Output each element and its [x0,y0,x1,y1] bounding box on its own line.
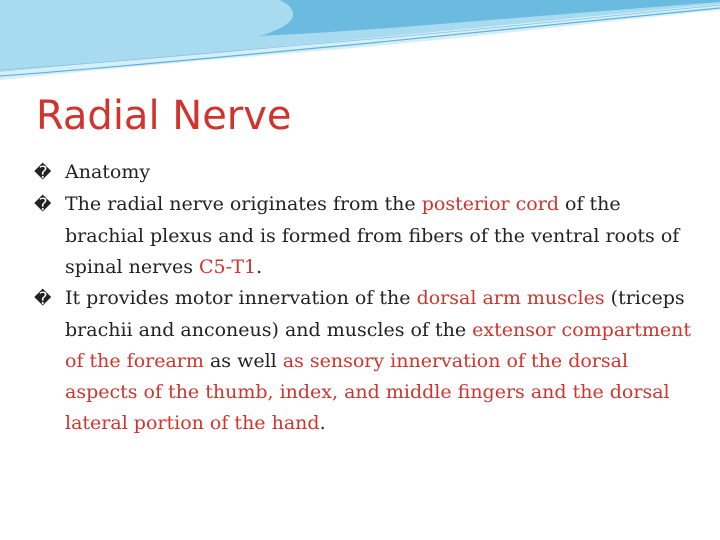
header-wave-decoration [0,0,720,90]
highlighted-term: extensor compartment of the forearm [65,319,691,372]
bullet-text [65,161,150,183]
bullet-item [34,189,694,283]
bullet-segment: The radial nerve originates from the [65,193,422,215]
bullet-item [34,157,694,189]
highlighted-term: as sensory innervation of the dorsal aspects of the thumb, index, and middle fingers and the dorsal lateral portion of the hand [65,350,670,434]
bullet-icon: � [34,289,52,309]
highlighted-term: posterior cord [421,193,559,215]
bullet-segment: . [256,256,263,278]
highlighted-term: C5-T1 [199,256,257,278]
bullet-segment: (triceps brachii and anconeus) and muscles of the [65,287,685,341]
bullet-text [65,193,679,278]
bullet-icon: � [34,163,52,183]
slide-title: Radial Nerve [36,93,292,139]
bullet-segment: . [319,412,326,434]
bullet-segment: It provides motor innervation of the [65,287,417,309]
slide-content [34,157,694,439]
highlighted-term: dorsal arm muscles [416,287,605,309]
bullet-item [34,283,694,439]
bullet-segment: as well [203,350,283,372]
bullet-text [65,287,691,434]
bullet-segment: of the brachial plexus and is formed from fibers of the ventral roots of spinal nerves [65,193,680,278]
bullet-icon: � [34,195,52,215]
bullet-segment: Anatomy [65,161,151,183]
